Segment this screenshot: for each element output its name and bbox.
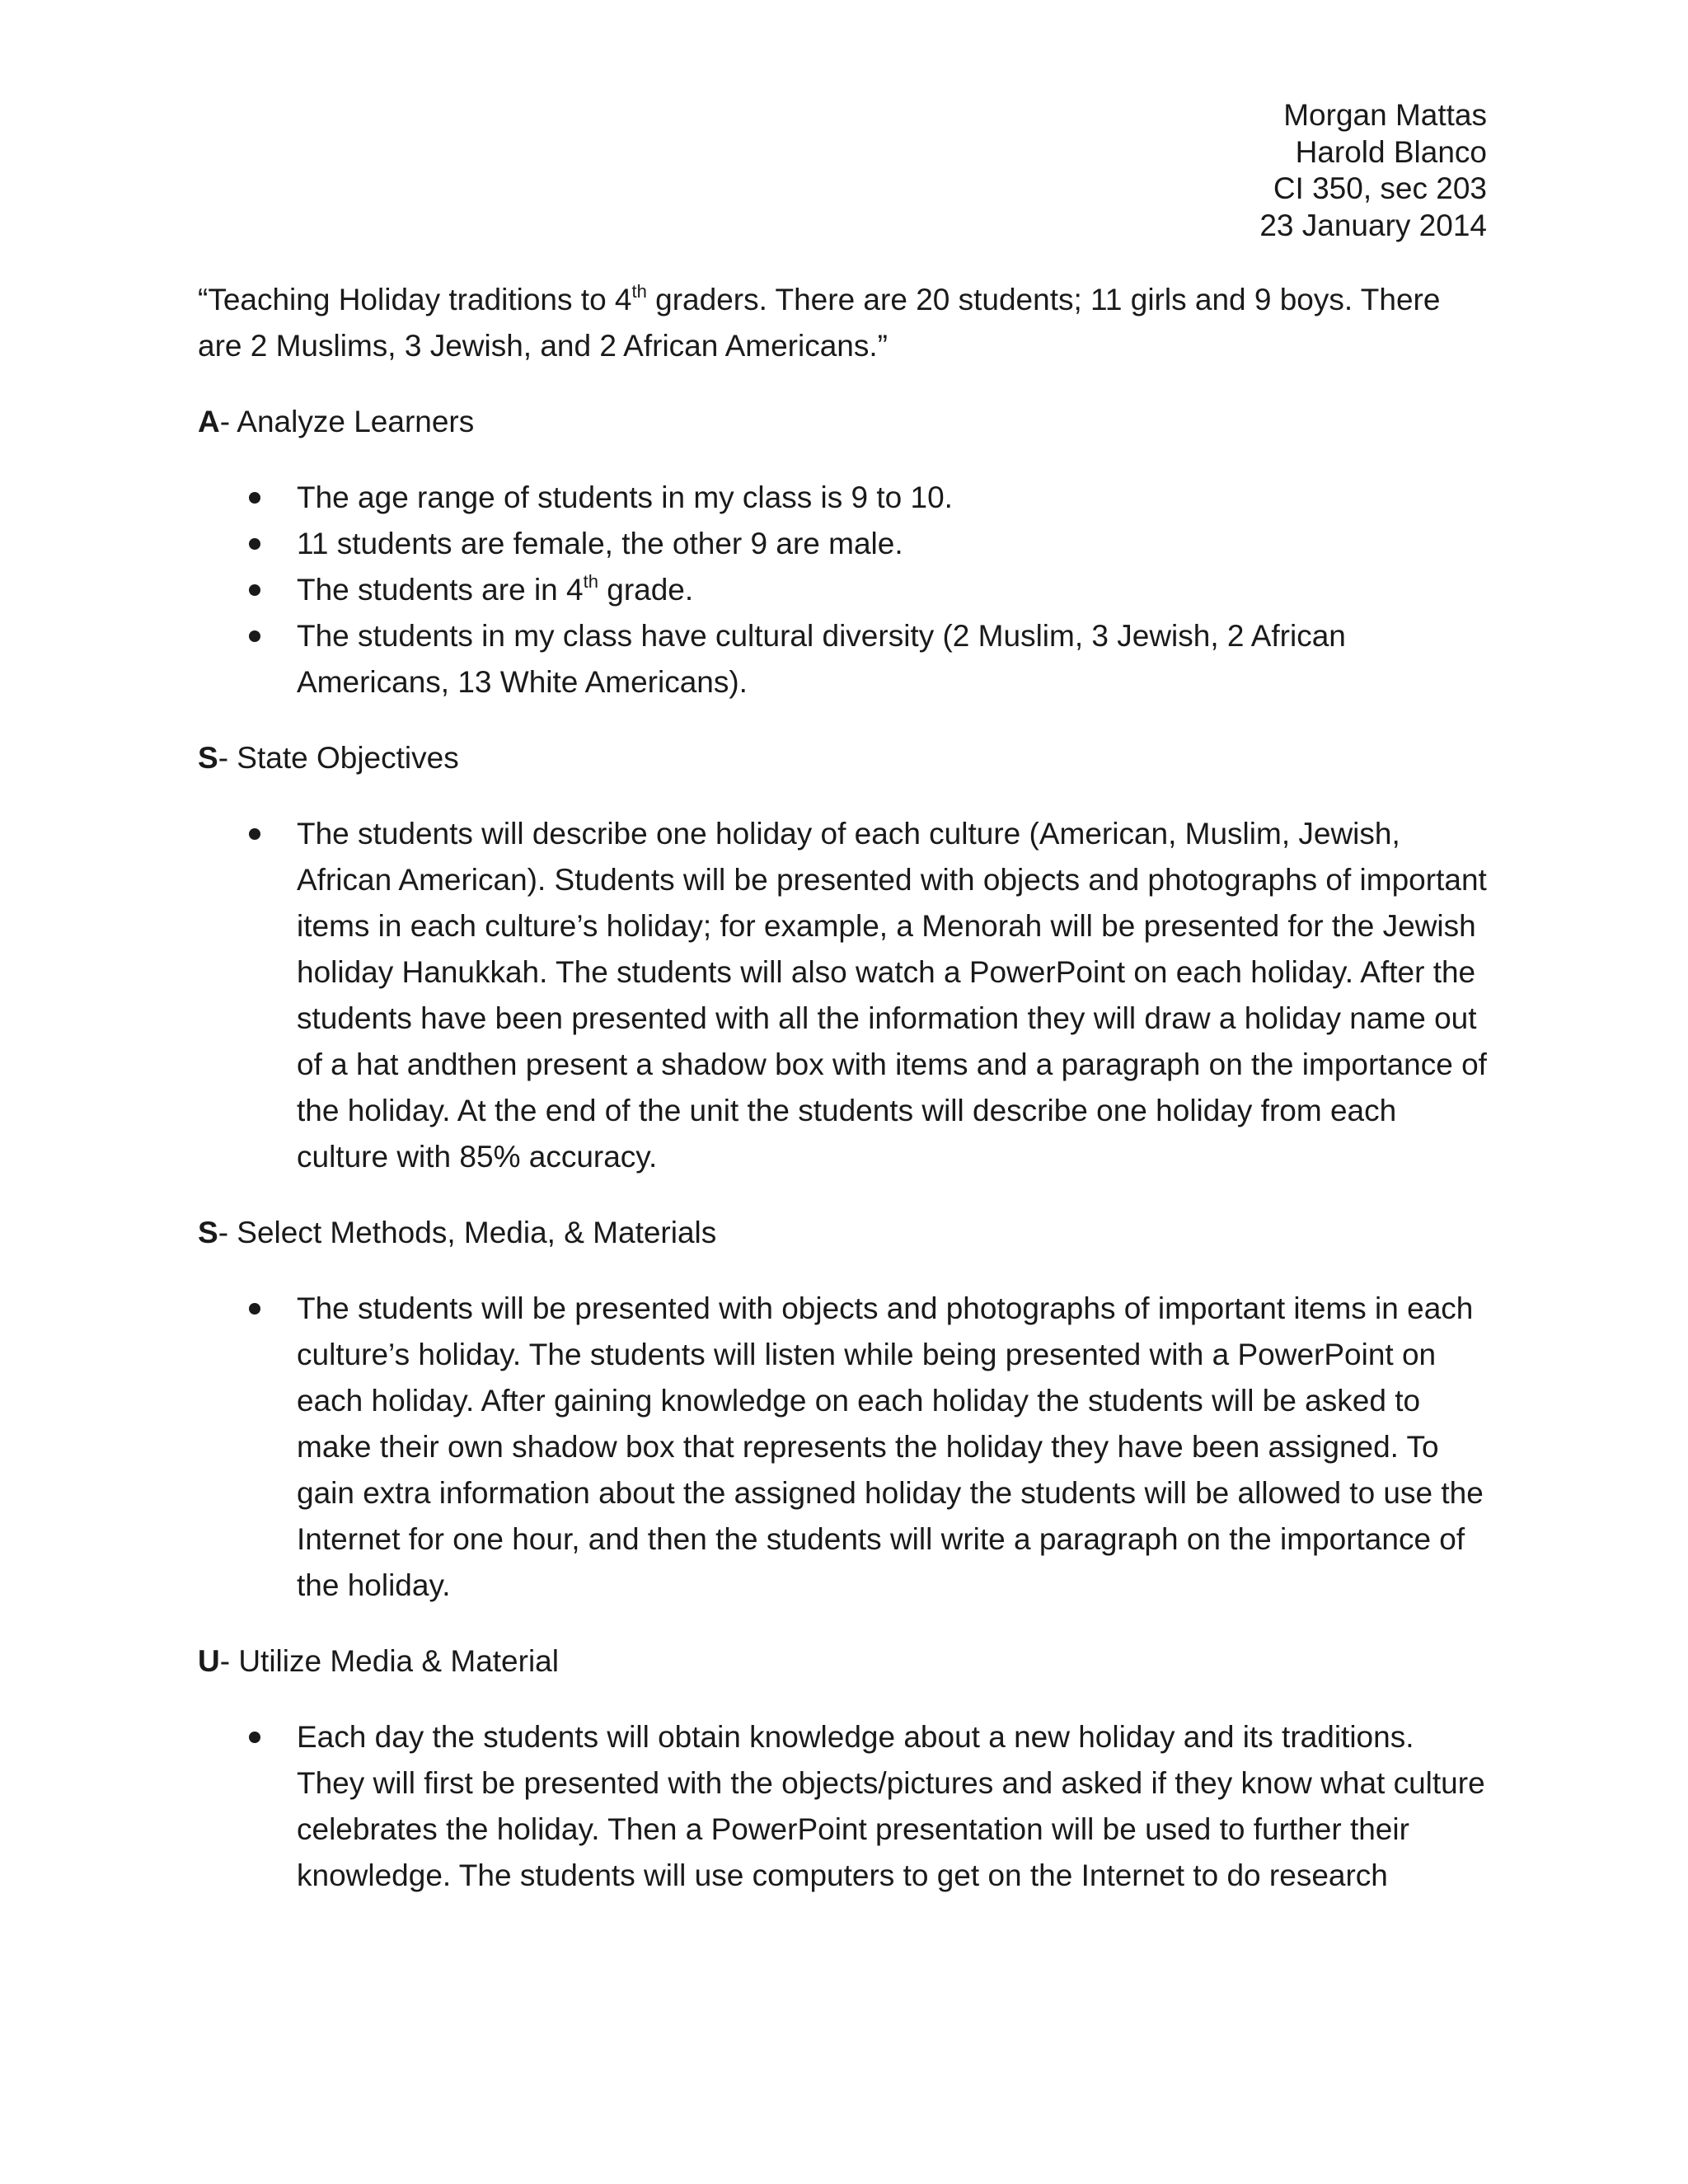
section-letter-analyze: A xyxy=(198,405,220,438)
author-name: Morgan Mattas xyxy=(1283,98,1487,132)
section-title-select: - Select Methods, Media, & Materials xyxy=(218,1216,717,1249)
list-item-text: grade. xyxy=(598,573,694,607)
state-list xyxy=(198,811,1487,1180)
intro-text-part1: “Teaching Holiday traditions to 4 xyxy=(198,283,632,316)
bullet-icon xyxy=(249,584,260,596)
bullet-icon xyxy=(249,492,260,504)
section-letter-utilize: U xyxy=(198,1644,220,1678)
instructor-name: Harold Blanco xyxy=(1295,134,1487,169)
section-title-analyze: - Analyze Learners xyxy=(219,405,475,438)
section-title-utilize: - Utilize Media & Material xyxy=(219,1644,559,1678)
list-item-text: The students will be presented with objects and photographs of important items in each culture’s holiday. The students will listen while being presented with a PowerPoint on each holiday. After gaining knowledge on each holiday the students will be asked to make their own shadow box that represents the holiday they have been assigned. To gain extra information about the assigned holiday the students will be allowed to use the Internet for one hour, and then the students will write a paragraph on the importance of the holiday. xyxy=(297,1291,1484,1602)
list-item-text: Each day the students will obtain knowledge about a new holiday and its traditions. They will first be presented with the objects/pictures and asked if they know what culture celebrates the holiday. Then a PowerPoint presentation will be used to further their knowledge. The students will use computers to get on the Internet to do research xyxy=(297,1720,1485,1892)
intro-superscript: th xyxy=(631,281,647,302)
list-item-text: The age range of students in my class is 9 to 10. xyxy=(297,480,953,514)
list-item xyxy=(198,1286,1487,1609)
section-heading-analyze xyxy=(198,399,1487,445)
intro-text-part2: graders. There are 20 students; 11 girls and 9 boys. There are 2 Muslims, 3 Jewish, and 2 African Americans.” xyxy=(198,283,1441,363)
section-heading-state xyxy=(198,735,1487,781)
list-item xyxy=(198,613,1487,705)
header-block xyxy=(198,97,1487,244)
bullet-icon xyxy=(249,538,260,550)
list-item xyxy=(198,521,1487,567)
section-letter-select: S xyxy=(198,1216,218,1249)
document-date: 23 January 2014 xyxy=(1259,208,1487,242)
list-item-superscript: th xyxy=(583,571,598,592)
bullet-icon xyxy=(249,630,260,642)
list-item xyxy=(198,1714,1487,1899)
section-letter-state: S xyxy=(198,741,218,775)
list-item xyxy=(198,811,1487,1180)
utilize-list xyxy=(198,1714,1487,1899)
bullet-icon xyxy=(249,1732,260,1743)
list-item xyxy=(198,475,1487,521)
list-item-text: The students will describe one holiday of each culture (American, Muslim, Jewish, African American). Students will be presented with objects and photographs of important items in each culture’s holiday; for example, a Menorah will be presented for the Jewish holiday Hanukkah. The students will also watch a PowerPoint on each holiday. After the students have been presented with all the information they will draw a holiday name out of a hat andthen present a shadow box with items and a paragraph on the importance of the holiday. At the end of the unit the students will describe one holiday from each culture with 85% accuracy. xyxy=(297,817,1487,1174)
select-list xyxy=(198,1286,1487,1609)
document-content xyxy=(198,97,1487,1929)
bullet-icon xyxy=(249,828,260,840)
section-heading-utilize xyxy=(198,1638,1487,1685)
list-item-text: The students are in 4 xyxy=(297,573,584,607)
list-item xyxy=(198,567,1487,613)
list-item-text: The students in my class have cultural diversity (2 Muslim, 3 Jewish, 2 African Americans, 13 White Americans). xyxy=(297,619,1346,699)
intro-paragraph xyxy=(198,277,1487,369)
section-title-state: - State Objectives xyxy=(218,741,459,775)
course-info: CI 350, sec 203 xyxy=(1273,171,1487,205)
list-item-text: 11 students are female, the other 9 are male. xyxy=(297,527,903,560)
bullet-icon xyxy=(249,1303,260,1315)
section-heading-select xyxy=(198,1210,1487,1256)
analyze-list xyxy=(198,475,1487,705)
